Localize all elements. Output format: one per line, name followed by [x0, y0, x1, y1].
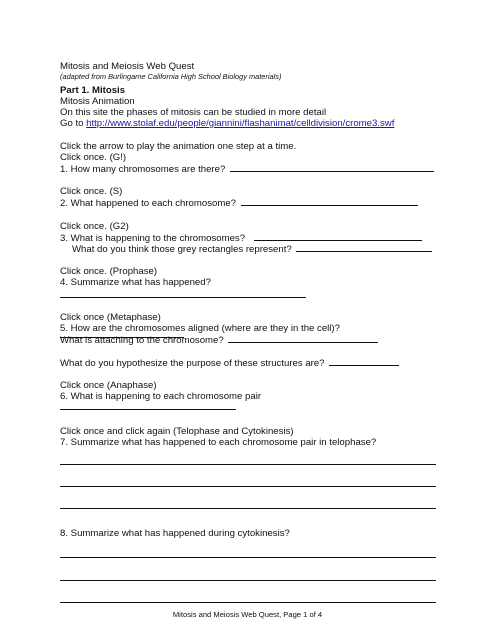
goto-label: Go to	[60, 118, 84, 129]
question-2	[60, 197, 418, 209]
question-1-text: 1. How many chromosomes are there?	[60, 164, 226, 175]
step-metaphase-label: Click once (Metaphase)	[60, 312, 161, 323]
answer-8-line-1[interactable]	[60, 557, 436, 558]
question-5c	[60, 357, 399, 369]
answer-5b-blank[interactable]	[228, 334, 378, 343]
question-7-text: 7. Summarize what has happened to each chromosome pair in telophase?	[60, 437, 377, 448]
goto-line	[60, 118, 394, 129]
section-intro: On this site the phases of mitosis can be studied in more detail	[60, 107, 327, 118]
answer-3-blank[interactable]	[254, 232, 422, 241]
answer-2-blank[interactable]	[241, 197, 418, 206]
page-footer: Mitosis and Meiosis Web Quest, Page 1 of 4	[172, 610, 323, 619]
answer-3b-blank[interactable]	[296, 243, 432, 252]
question-1	[60, 163, 434, 175]
answer-8-line-3[interactable]	[60, 602, 436, 603]
instruction-text: Click the arrow to play the animation one step at a time.	[60, 141, 297, 152]
step-prophase-label: Click once. (Prophase)	[60, 266, 158, 277]
step-s-label: Click once. (S)	[60, 186, 123, 197]
answer-7-line-2[interactable]	[60, 486, 436, 487]
question-5-text: 5. How are the chromosomes aligned (where are they in the cell)?	[60, 323, 340, 334]
answer-5c-blank[interactable]	[329, 357, 399, 366]
question-3b	[72, 243, 432, 255]
step-telophase-label: Click once and click again (Telophase and Cytokinesis)	[60, 426, 294, 437]
document-subtitle: (adapted from Burlingame California High School Biology materials)	[60, 72, 282, 81]
step-g1-label: Click once. (G!)	[60, 152, 127, 163]
section-title: Mitosis Animation	[60, 96, 135, 107]
answer-1-blank[interactable]	[230, 163, 434, 172]
question-3b-text: What do you think those grey rectangles represent?	[72, 244, 292, 255]
question-5b-text: What is attaching to the chromosome?	[60, 335, 224, 346]
question-3-text: 3. What is happening to the chromosomes?	[60, 233, 246, 244]
answer-7-line-3[interactable]	[60, 508, 436, 509]
question-6-text: 6. What is happening to each chromosome pair	[60, 391, 262, 402]
answer-7-line-1[interactable]	[60, 464, 436, 465]
question-2-text: 2. What happened to each chromosome?	[60, 198, 236, 209]
question-4-text: 4. Summarize what has happened?	[60, 277, 211, 288]
answer-4-line[interactable]	[60, 297, 306, 298]
answer-8-line-2[interactable]	[60, 580, 436, 581]
animation-link[interactable]: http://www.stolaf.edu/people/giannini/flashanimat/celldivision/crome3.swf	[86, 118, 395, 129]
question-8-text: 8. Summarize what has happened during cytokinesis?	[60, 528, 290, 539]
step-anaphase-label: Click once (Anaphase)	[60, 380, 157, 391]
part1-heading: Part 1. Mitosis	[60, 85, 126, 96]
question-5b	[60, 334, 378, 346]
question-5c-text: What do you hypothesize the purpose of these structures are?	[60, 358, 325, 369]
step-g2-label: Click once. (G2)	[60, 221, 129, 232]
document-title: Mitosis and Meiosis Web Quest	[60, 61, 195, 72]
answer-6-line[interactable]	[60, 409, 236, 410]
